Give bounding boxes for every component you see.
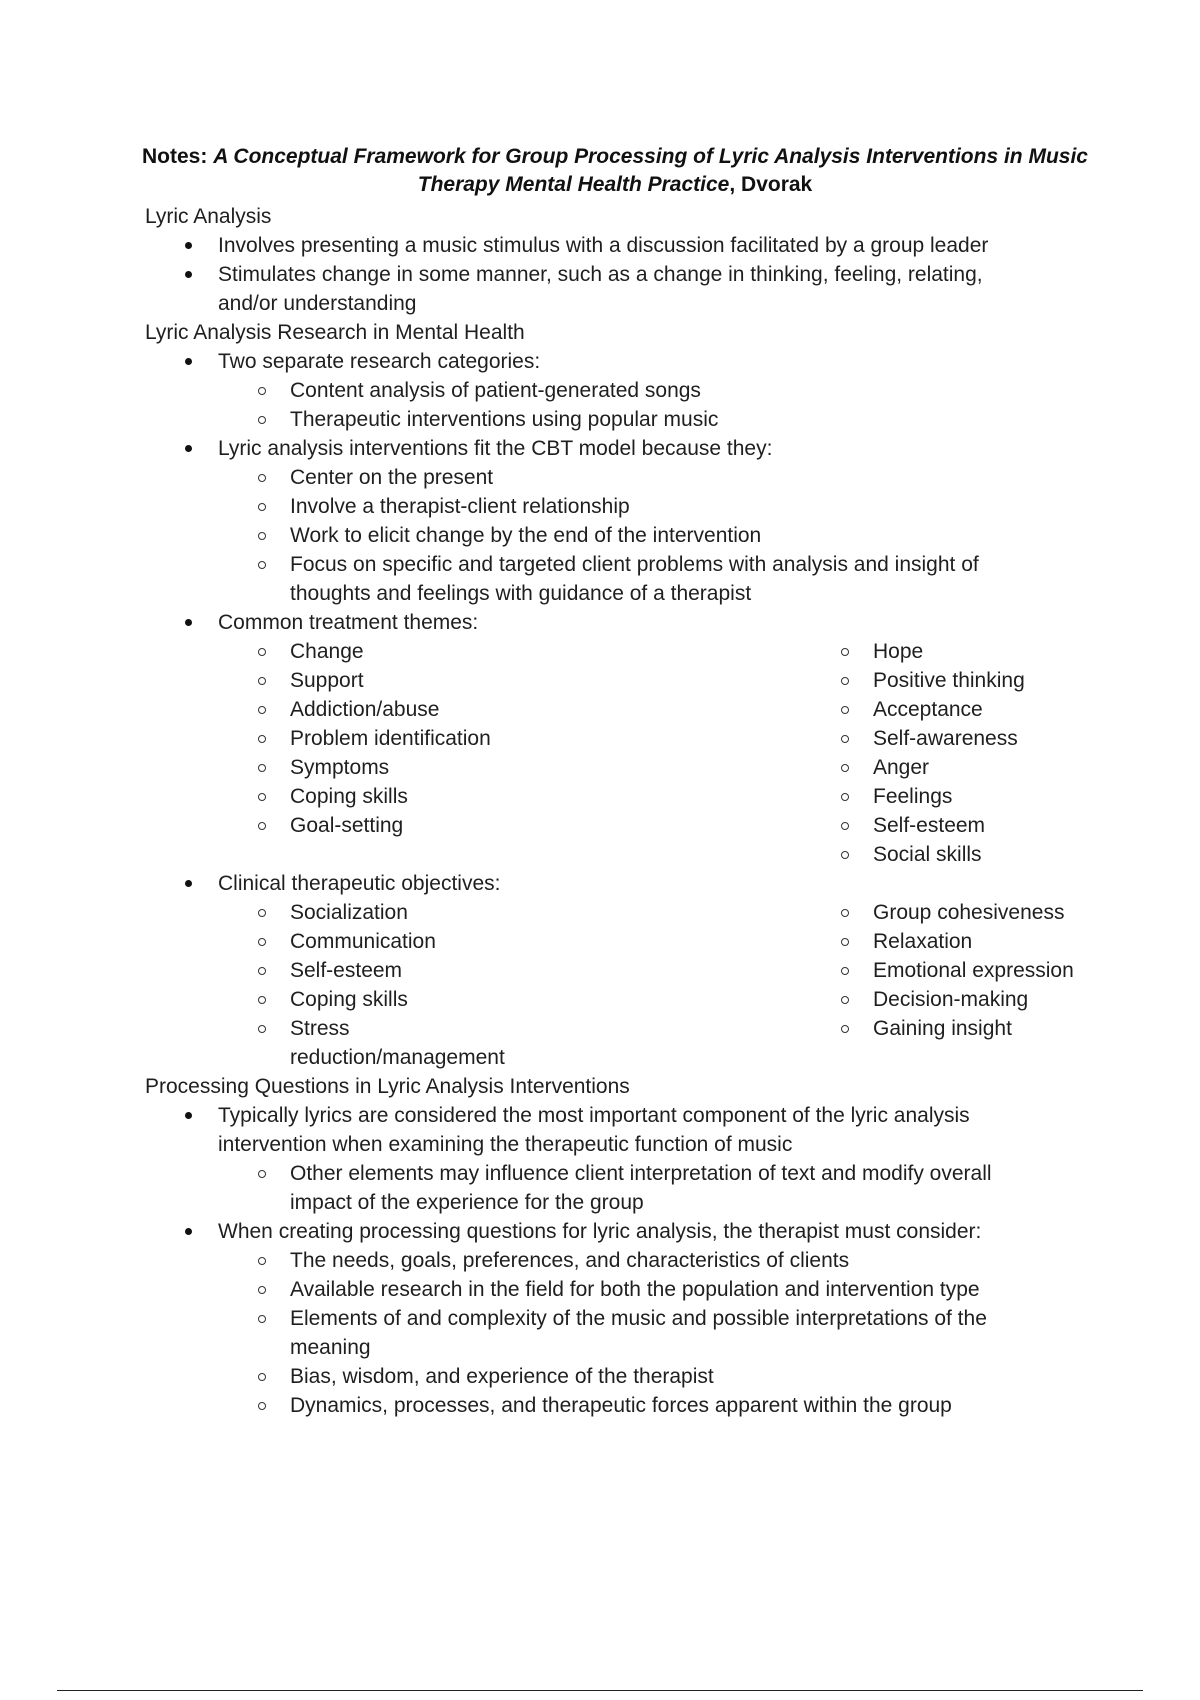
research-list	[145, 347, 1075, 1072]
cbt-sublist	[218, 463, 1075, 608]
list-item: Self-esteem	[728, 811, 1148, 840]
hollow-bullet-icon	[841, 996, 849, 1004]
bullet-icon	[185, 445, 192, 452]
hollow-bullet-icon	[258, 1315, 266, 1323]
list-item: Other elements may influence client interpretation of text and modify overall impact of the experience for the group	[145, 1159, 1075, 1217]
hollow-bullet-icon	[841, 1025, 849, 1033]
list-item: Symptoms	[145, 753, 758, 782]
hollow-bullet-icon	[841, 735, 849, 743]
hollow-bullet-icon	[258, 474, 266, 482]
objectives-left-column	[218, 898, 758, 1072]
hollow-bullet-icon	[841, 967, 849, 975]
hollow-bullet-icon	[258, 1025, 266, 1033]
hollow-bullet-icon	[258, 1373, 266, 1381]
hollow-bullet-icon	[258, 764, 266, 772]
hollow-bullet-icon	[841, 677, 849, 685]
list-item: When creating processing questions for lyric analysis, the therapist must consider: The needs, goals, preferences, and characteristics of clients Available research in the field for both the population and intervention type Elements of and complexity of the music and possible interpretations of the meaning Bias, wisdom, and experience of the therapist Dynamics, processes, and therapeutic forces apparent within the group	[145, 1217, 1075, 1420]
hollow-bullet-icon	[258, 793, 266, 801]
notes-content	[145, 202, 1075, 1420]
list-item: Support	[145, 666, 758, 695]
hollow-bullet-icon	[258, 735, 266, 743]
section-heading-lyric-analysis: Lyric Analysis	[145, 205, 272, 228]
hollow-bullet-icon	[841, 793, 849, 801]
list-item: Clinical therapeutic objectives: Socialization Communication Self-esteem Coping skills Stress reduction/management Group cohesiveness Relaxation Emotional expression Decision-making Gaining insight	[145, 869, 1075, 1072]
page-title: Notes: A Conceptual Framework for Group Processing of Lyric Analysis Interventions in Music Therapy Mental Health Practice, Dvorak	[142, 145, 1088, 196]
list-spacer	[145, 840, 758, 869]
bullet-icon	[185, 242, 192, 249]
list-item: Typically lyrics are considered the most important component of the lyric analysis intervention when examining the therapeutic function of music Other elements may influence client interpretation of text and modify overall impact of the experience for the group	[145, 1101, 1075, 1217]
bullet-icon	[185, 358, 192, 365]
list-item: Lyric analysis interventions fit the CBT model because they: Center on the present Involve a therapist-client relationship Work to elicit change by the end of the intervention Focus on specific and targeted client problems with analysis and insight of thoughts and feelings with guidance of a therapist	[145, 434, 1075, 608]
hollow-bullet-icon	[841, 706, 849, 714]
hollow-bullet-icon	[258, 706, 266, 714]
list-item: Change	[145, 637, 758, 666]
hollow-bullet-icon	[258, 648, 266, 656]
list-item: Communication	[145, 927, 758, 956]
hollow-bullet-icon	[841, 822, 849, 830]
bullet-icon	[185, 619, 192, 626]
list-item: Addiction/abuse	[145, 695, 758, 724]
list-item: Coping skills	[145, 985, 758, 1014]
hollow-bullet-icon	[258, 416, 266, 424]
bullet-icon	[185, 880, 192, 887]
list-item: Dynamics, processes, and therapeutic forces apparent within the group	[145, 1391, 1075, 1420]
list-item: Content analysis of patient-generated songs	[145, 376, 1075, 405]
list-item: Two separate research categories: Content analysis of patient-generated songs Therapeutic interventions using popular music	[145, 347, 1075, 434]
list-item: Self-awareness	[728, 724, 1148, 753]
list-item: Coping skills	[145, 782, 758, 811]
list-item: Gaining insight	[728, 1014, 1148, 1043]
list-item: Feelings	[728, 782, 1148, 811]
hollow-bullet-icon	[258, 1402, 266, 1410]
list-item: Center on the present	[145, 463, 1075, 492]
list-item: Anger	[728, 753, 1148, 782]
list-item: Stress reduction/management	[145, 1014, 758, 1072]
list-item: Socialization	[145, 898, 758, 927]
list-item: The needs, goals, preferences, and characteristics of clients	[145, 1246, 1075, 1275]
list-item: Therapeutic interventions using popular music	[145, 405, 1075, 434]
section-heading-research: Lyric Analysis Research in Mental Health	[145, 321, 525, 344]
hollow-bullet-icon	[258, 909, 266, 917]
objectives-right-column	[728, 898, 1148, 1043]
list-item: Group cohesiveness	[728, 898, 1148, 927]
lyric-analysis-list	[145, 231, 1075, 318]
list-item: Elements of and complexity of the music and possible interpretations of the meaning	[145, 1304, 1075, 1362]
themes-columns	[218, 637, 1075, 869]
themes-right-column	[728, 637, 1148, 869]
hollow-bullet-icon	[841, 909, 849, 917]
lyrics-sublist	[218, 1159, 1075, 1217]
list-item: Work to elicit change by the end of the intervention	[145, 521, 1075, 550]
processing-list	[145, 1101, 1075, 1420]
hollow-bullet-icon	[258, 822, 266, 830]
list-item: Emotional expression	[728, 956, 1148, 985]
list-item: Acceptance	[728, 695, 1148, 724]
themes-left-column	[218, 637, 758, 869]
list-item: Positive thinking	[728, 666, 1148, 695]
list-item: Involve a therapist-client relationship	[145, 492, 1075, 521]
hollow-bullet-icon	[841, 764, 849, 772]
hollow-bullet-icon	[258, 967, 266, 975]
list-item: Focus on specific and targeted client problems with analysis and insight of thoughts and feelings with guidance of a therapist	[145, 550, 1075, 608]
hollow-bullet-icon	[258, 1257, 266, 1265]
footer-divider	[57, 1690, 1143, 1691]
bullet-icon	[185, 1228, 192, 1235]
list-item: Involves presenting a music stimulus with a discussion facilitated by a group leader	[145, 231, 1075, 260]
list-item: Available research in the field for both the population and intervention type	[145, 1275, 1075, 1304]
list-item: Hope	[728, 637, 1148, 666]
hollow-bullet-icon	[258, 387, 266, 395]
list-item: Social skills	[728, 840, 1148, 869]
hollow-bullet-icon	[258, 938, 266, 946]
objectives-columns	[218, 898, 1075, 1072]
hollow-bullet-icon	[258, 532, 266, 540]
hollow-bullet-icon	[258, 561, 266, 569]
hollow-bullet-icon	[258, 996, 266, 1004]
categories-sublist	[218, 376, 1075, 434]
section-heading-processing: Processing Questions in Lyric Analysis Interventions	[145, 1075, 630, 1098]
hollow-bullet-icon	[258, 1286, 266, 1294]
bullet-icon	[185, 271, 192, 278]
consider-sublist	[218, 1246, 1075, 1420]
list-item: Decision-making	[728, 985, 1148, 1014]
list-item: Relaxation	[728, 927, 1148, 956]
list-item: Self-esteem	[145, 956, 758, 985]
bullet-icon	[185, 1112, 192, 1119]
hollow-bullet-icon	[841, 648, 849, 656]
list-item: Common treatment themes: Change Support Addiction/abuse Problem identification Symptoms Coping skills Goal-setting Hope Positive thinking Acceptance Self-awareness Anger Feelings Self-esteem Social skills	[145, 608, 1075, 869]
hollow-bullet-icon	[841, 938, 849, 946]
hollow-bullet-icon	[258, 677, 266, 685]
list-item: Bias, wisdom, and experience of the therapist	[145, 1362, 1075, 1391]
hollow-bullet-icon	[258, 1170, 266, 1178]
hollow-bullet-icon	[258, 503, 266, 511]
list-item: Goal-setting	[145, 811, 758, 840]
hollow-bullet-icon	[841, 851, 849, 859]
list-item: Stimulates change in some manner, such as a change in thinking, feeling, relating, and/or understanding	[145, 260, 1075, 318]
list-item: Problem identification	[145, 724, 758, 753]
